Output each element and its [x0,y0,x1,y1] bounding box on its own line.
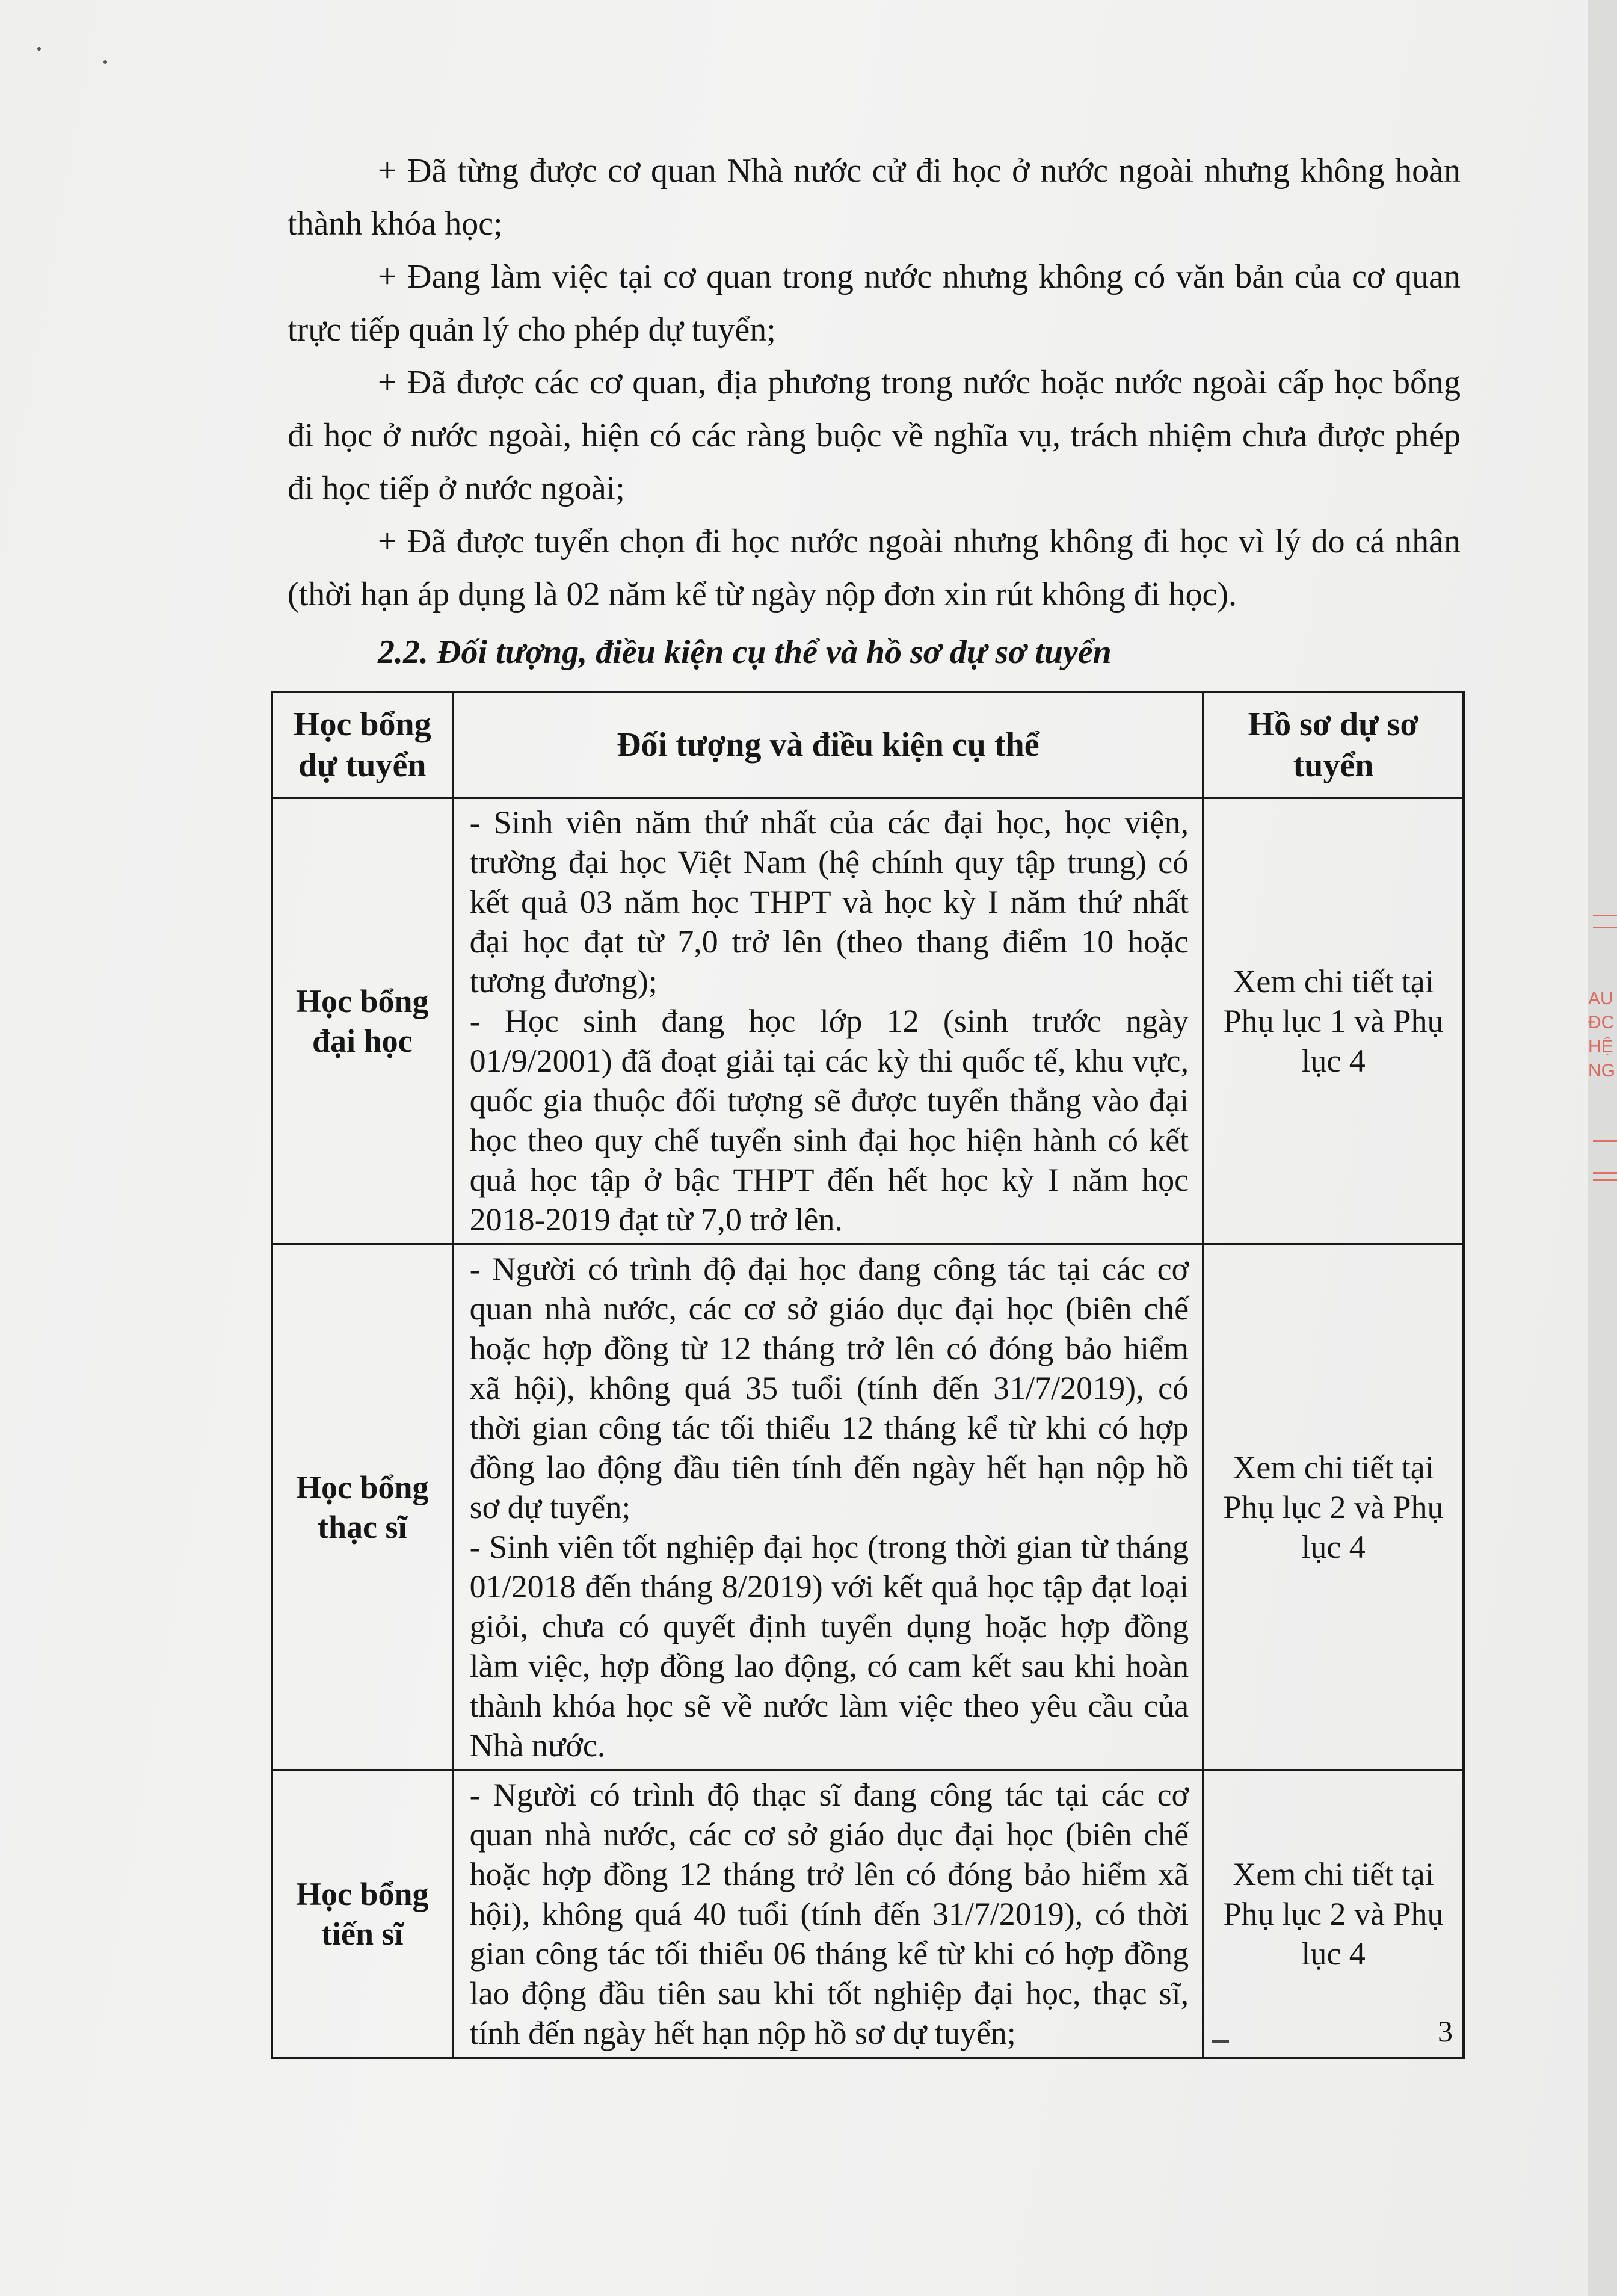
body-paragraph: + Đã được tuyển chọn đi học nước ngoài nhưng không đi học vì lý do cá nhân (thời hạn áp dụng là 02 năm kể từ ngày nộp đơn xin rút không đi học). [288,523,1461,613]
scholarship-name [272,1244,453,1770]
documents-cell [1203,798,1464,1244]
stamp-bleed: AU ĐC HỆ NG [1588,989,1615,1081]
documents-text: Xem chi tiết tại Phụ lục 2 và Phụ lục 4 [1223,1856,1444,1972]
header-documents: Hồ sơ dự sơ tuyển [1203,692,1464,798]
table-row [272,1770,1464,2058]
table-header-row [272,692,1464,798]
body-paragraph: + Đã được các cơ quan, địa phương trong nước hoặc nước ngoài cấp học bổng đi học ở nước ngoài, hiện có các ràng buộc về nghĩa vụ, trách nhiệm chưa được phép đi học tiếp ở nước ngoài; [288,364,1461,507]
condition-item: - Sinh viên năm thứ nhất của các đại học, học viện, trường đại học Việt Nam (hệ chính quy tập trung) có kết quả 03 năm học THPT và học kỳ I năm thứ nhất đại học đạt từ 7,0 trở lên (theo thang điểm 10 hoặc tương đương); [469,804,1189,999]
body-paragraph: + Đang làm việc tại cơ quan trong nước nhưng không có văn bản của cơ quan trực tiếp quản lý cho phép dự tuyển; [288,258,1461,348]
conditions-cell [453,1244,1204,1770]
header-scholarship: Học bổng dự tuyển [272,692,453,798]
table-row [272,1244,1464,1770]
stamp-bleed-line [1593,1179,1617,1181]
table-row [272,798,1464,1244]
documents-text: Xem chi tiết tại Phụ lục 2 và Phụ lục 4 [1223,1449,1444,1565]
conditions-cell [453,1770,1204,2058]
scholarship-name [272,798,453,1244]
documents-text: Xem chi tiết tại Phụ lục 1 và Phụ lục 4 [1223,963,1444,1079]
header-conditions: Đối tượng và điều kiện cụ thể [453,692,1204,798]
scholarship-name-text: Học bổng thạc sĩ [296,1469,429,1545]
condition-item: - Người có trình độ thạc sĩ đang công tác tại các cơ quan nhà nước, các cơ sở giáo dục đại học (biên chế hoặc hợp đồng 12 tháng trở lên có đóng bảo hiểm xã hội), không quá 40 tuổi (tính đến 31/7/2019), có thời gian công tác tối thiểu 06 tháng kể từ khi có hợp đồng lao động đầu tiên sau khi tốt nghiệp đại học, thạc sĩ, tính đến ngày hết hạn nộp hồ sơ dự tuyển; [469,1777,1189,2051]
condition-item: - Học sinh đang học lớp 12 (sinh trước ngày 01/9/2001) đã đoạt giải tại các kỳ thi quốc tế, khu vực, quốc gia thuộc đối tượng sẽ được tuyển thẳng vào đại học theo quy chế tuyển sinh đại học hiện hành có kết quả học tập ở bậc THPT đến hết học kỳ I năm học 2018-2019 đạt từ 7,0 trở lên. [469,1003,1189,1238]
condition-item: - Sinh viên tốt nghiệp đại học (trong thời gian từ tháng 01/2018 đến tháng 8/2019) với kết quả học tập đạt loại giỏi, chưa có quyết định tuyển dụng hoặc hợp đồng làm việc, hợp đồng lao động, có cam kết sau khi hoàn thành khóa học sẽ về nước làm việc theo yêu cầu của Nhà nước. [469,1529,1189,1764]
dust-speck [37,47,41,51]
dust-speck [103,60,107,64]
background-edge [1588,0,1617,2296]
page-number: 3 [1438,2014,1453,2048]
conditions-cell [453,798,1204,1244]
scholarship-name-text: Học bổng tiến sĩ [296,1876,429,1952]
scholarship-name-text: Học bổng đại học [296,983,429,1059]
documents-cell [1203,1244,1464,1770]
condition-item: - Người có trình độ đại học đang công tác tại các cơ quan nhà nước, các cơ sở giáo dục đại học (biên chế hoặc hợp đồng từ 12 tháng trở lên có đóng bảo hiểm xã hội), không quá 35 tuổi (tính đến 31/7/2019), có thời gian công tác tối thiểu 12 tháng kể từ khi có hợp đồng lao động đầu tiên tính đến ngày hết hạn nộp hồ sơ dự tuyển; [469,1251,1189,1525]
section-heading: 2.2. Đối tượng, điều kiện cụ thể và hồ sơ dự sơ tuyển [378,634,1112,671]
stamp-bleed-line [1593,1140,1617,1142]
scholarship-table [271,691,1465,2059]
stamp-bleed-line [1593,915,1617,916]
documents-cell [1203,1770,1464,2058]
stamp-bleed-line [1593,927,1617,928]
body-paragraph: + Đã từng được cơ quan Nhà nước cử đi học ở nước ngoài nhưng không hoàn thành khóa học; [288,152,1461,242]
stamp-bleed-line [1593,1172,1617,1174]
dash-mark [1212,2040,1229,2043]
scholarship-name [272,1770,453,2058]
